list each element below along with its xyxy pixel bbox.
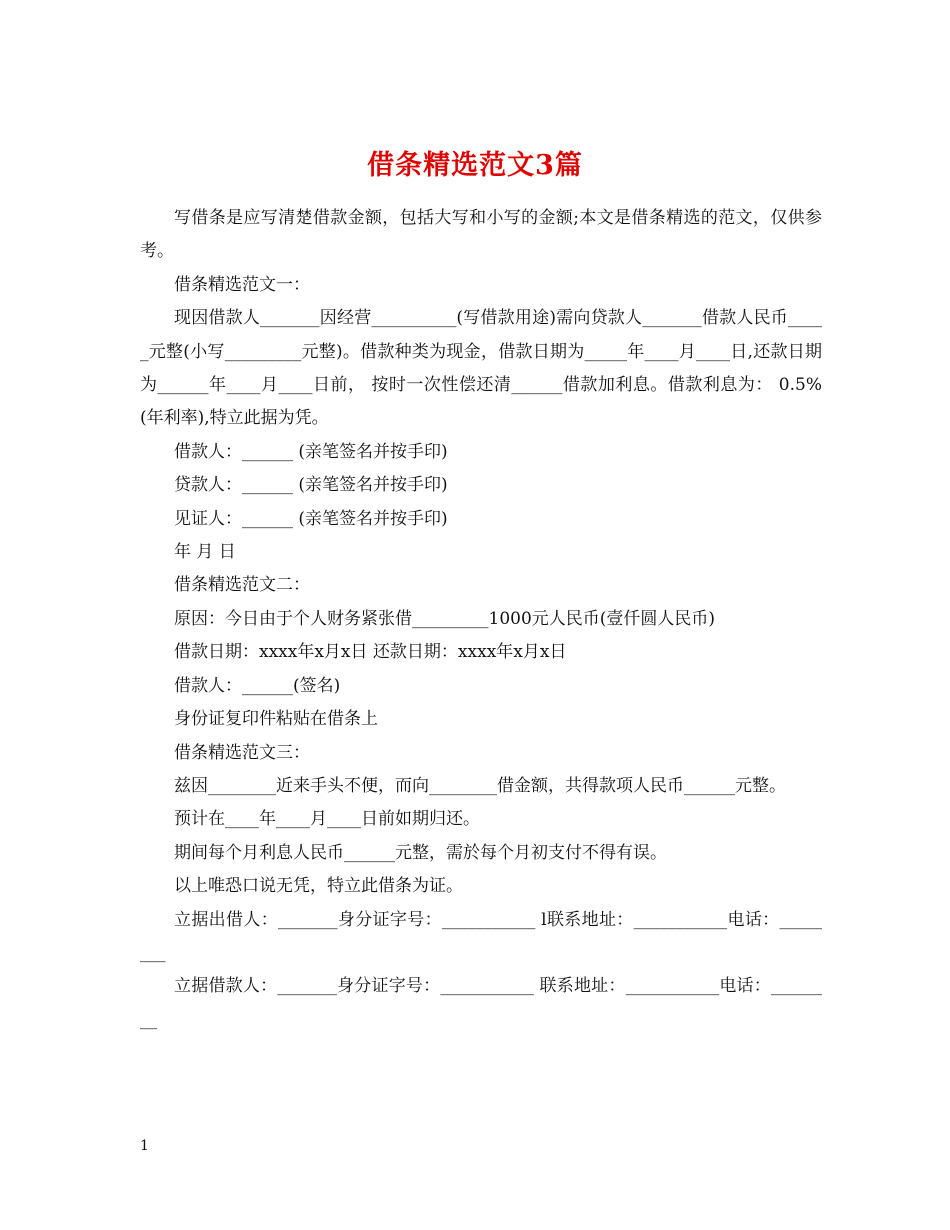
sample-one-body: 现因借款人_______因经营__________(写借款用途)需向贷款人_______借款人民币_____元整(小写_________元整)。借款种类为现金，借款日期为_____年____月____日,还款日期为______年____月____日前， 按时一次性偿还清______借款加利息。借款利息为： 0.5%(年利率),特立此据为凭。 bbox=[140, 308, 822, 429]
document-title: 借条精选范文3篇 bbox=[367, 150, 583, 182]
sample-three-interest: 期间每个月利息人民币______元整，需於每个月初支付不得有误。 bbox=[174, 842, 667, 863]
sample-two-borrower: 借款人：______(签名) bbox=[174, 675, 341, 696]
sample-two-reason: 原因：今日由于个人财务紧张借_________1000元人民币(壹仟圆人民币) bbox=[174, 608, 716, 629]
sample-three-repayment: 预计在____年____月____日前如期归还。 bbox=[174, 809, 480, 830]
date-line: 年 月 日 bbox=[174, 542, 236, 563]
section-heading-sample-one: 借条精选范文一： bbox=[174, 274, 310, 295]
sample-two-id-note: 身份证复印件粘贴在借条上 bbox=[174, 709, 378, 730]
lender-signature-line: 贷款人：______ (亲笔签名并按手印) bbox=[174, 475, 448, 496]
borrower-signature-line: 借款人：______ (亲笔签名并按手印) bbox=[174, 441, 448, 462]
sample-three-body: 兹因________近来手头不便，而向________借金额，共得款项人民币______元整。 bbox=[174, 775, 786, 796]
document-body bbox=[140, 202, 822, 1037]
borrower-info-line: 立据借款人：_______身分证字号：___________ 联系地址：___________电话：________ bbox=[140, 976, 822, 1030]
witness-signature-line: 见证人：______ (亲笔签名并按手印) bbox=[174, 508, 448, 529]
section-heading-sample-three: 借条精选范文三： bbox=[174, 742, 310, 763]
sample-two-dates: 借款日期：xxxx年x月x日 还款日期：xxxx年x月x日 bbox=[174, 642, 567, 663]
lender-info-line: 立据出借人：_______身分证字号：___________ l联系地址：___________电话：________ bbox=[140, 909, 822, 963]
sample-three-statement: 以上唯恐口说无凭，特立此借条为证。 bbox=[174, 876, 463, 897]
section-heading-sample-two: 借条精选范文二： bbox=[174, 575, 310, 596]
intro-paragraph: 写借条是应写清楚借款金额，包括大写和小写的金额;本文是借条精选的范文，仅供参考。 bbox=[140, 208, 822, 262]
page-number: 1 bbox=[140, 1138, 149, 1154]
